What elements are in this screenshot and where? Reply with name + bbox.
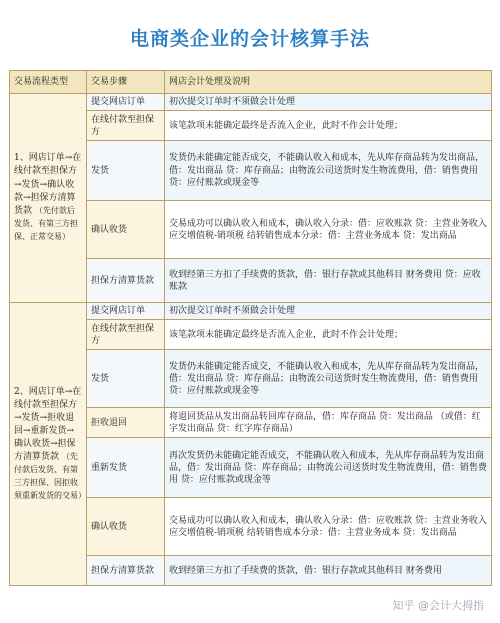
step-cell: 拒收退回 bbox=[87, 408, 165, 438]
watermark: 知乎 @会计大拇指 bbox=[392, 599, 484, 612]
table-row bbox=[10, 303, 492, 320]
header-flow-type: 交易流程类型 bbox=[10, 71, 87, 94]
treatment-cell: 将退回货品从发出商品转回库存商品，借：库存商品 贷：发出商品 （或借：红字发出商品 贷：红字库存商品） bbox=[165, 408, 492, 438]
treatment-cell: 初次提交订单时不须做会计处理 bbox=[165, 94, 492, 111]
table-header-row bbox=[10, 71, 492, 94]
treatment-cell: 交易成功可以确认收入和成本，确认收入分录：借：应收账款 贷：主营业务收入 应交增值税-销项税 结转销售成本分录：借：主营业务成本 贷：发出商品 bbox=[165, 201, 492, 259]
flow-type-cell bbox=[10, 303, 87, 586]
step-cell: 在线付款至担保方 bbox=[87, 320, 165, 350]
treatment-cell: 发货仍未能确定能否成交，不能确认收入和成本，先从库存商品转为发出商品，借：发出商品 贷：库存商品；由物流公司送货时发生物流费用，借：销售费用 贷：应付账款或现金等 bbox=[165, 350, 492, 408]
flow-type-text: 2、网店订单→在线付款至担保方→发货→拒收退回→重新发货→确认收货→担保方清算货款 bbox=[14, 386, 82, 462]
treatment-cell: 该笔款项未能确定最终是否流入企业，此时不作会计处理； bbox=[165, 111, 492, 141]
page-title: 电商类企业的会计核算手法 bbox=[129, 28, 370, 50]
treatment-cell: 收到经第三方扣了手续费的货款，借：银行存款或其他科目 财务费用 贷：应收账款 bbox=[165, 259, 492, 303]
flow-type-note: （先付款后发货、有第三方担保、因拒收须重新发货的交易） bbox=[14, 451, 86, 500]
accounting-table bbox=[9, 70, 492, 586]
header-treatment: 网店会计处理及说明 bbox=[165, 71, 492, 94]
treatment-cell: 交易成功可以确认收入和成本，确认收入分录：借：应收账款 贷：主营业务收入 应交增值税-销项税 结转销售成本分录：借：主营业务成本 贷：发出商品 bbox=[165, 498, 492, 556]
treatment-cell: 再次发货仍未能确定能否成交，不能确认收入和成本，先从库存商品转为发出商品，借：发出商品 贷：库存商品；由物流公司送货时发生物流费用，借：销售费用 贷：应付账款或现金等 bbox=[165, 438, 492, 498]
step-cell: 提交网店订单 bbox=[87, 94, 165, 111]
step-cell: 重新发货 bbox=[87, 438, 165, 498]
treatment-cell: 发货仍未能确定能否成交，不能确认收入和成本，先从库存商品转为发出商品，借：发出商品 贷：库存商品；由物流公司送货时发生物流费用，借：销售费用 贷：应付账款或现金等 bbox=[165, 141, 492, 201]
flow-type-text: 1、网店订单→在线付款至担保方→发货→确认收款→担保方清算货款 bbox=[14, 153, 82, 216]
step-cell: 提交网店订单 bbox=[87, 303, 165, 320]
table-row bbox=[10, 94, 492, 111]
flow-type-cell bbox=[10, 94, 87, 303]
step-cell: 确认收货 bbox=[87, 201, 165, 259]
treatment-cell: 初次提交订单时不须做会计处理 bbox=[165, 303, 492, 320]
treatment-cell: 该笔款项未能确定最终是否流入企业，此时不作会计处理； bbox=[165, 320, 492, 350]
flow-type-note: （先付款后发货、有第三方担保、正常交易） bbox=[14, 205, 78, 241]
step-cell: 发货 bbox=[87, 350, 165, 408]
step-cell: 确认收货 bbox=[87, 498, 165, 556]
header-step: 交易步骤 bbox=[87, 71, 165, 94]
step-cell: 担保方清算货款 bbox=[87, 556, 165, 586]
step-cell: 在线付款至担保方 bbox=[87, 111, 165, 141]
treatment-cell: 收到经第三方扣了手续费的货款，借：银行存款或其他科目 财务费用 bbox=[165, 556, 492, 586]
step-cell: 发货 bbox=[87, 141, 165, 201]
step-cell: 担保方清算货款 bbox=[87, 259, 165, 303]
